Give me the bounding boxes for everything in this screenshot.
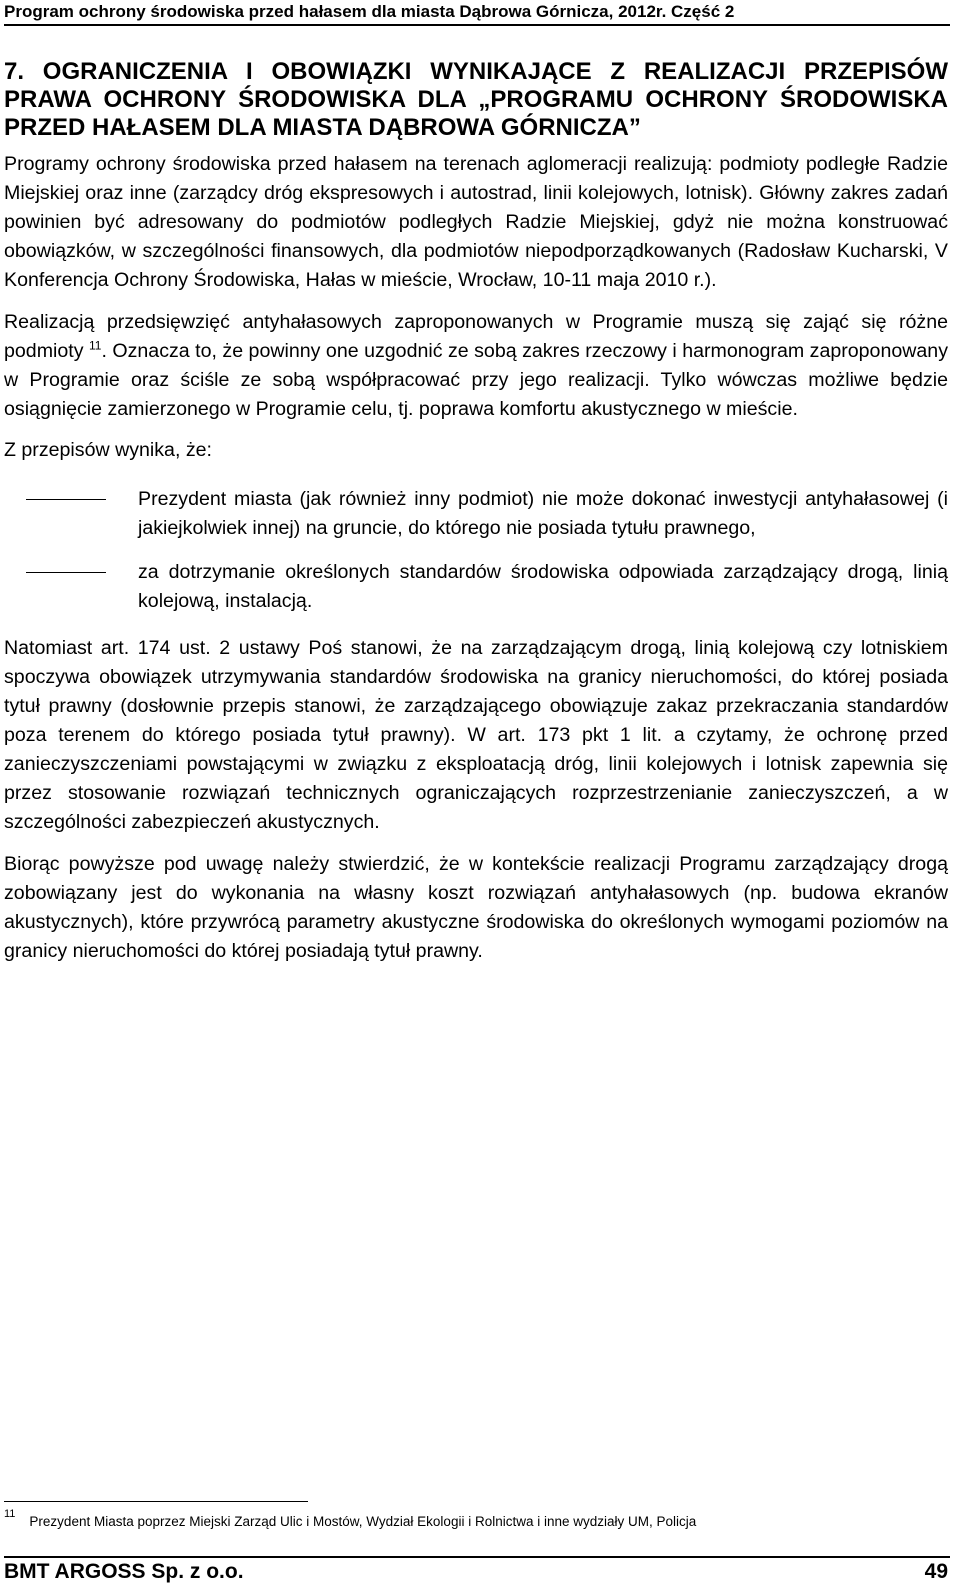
paragraph-3: Z przepisów wynika, że: [4, 439, 212, 461]
header-rule [4, 24, 950, 26]
section-heading: 7. OGRANICZENIA I OBOWIĄZKI WYNIKAJĄCE Z REALIZACJI PRZEPISÓW PRAWA OCHRONY ŚRODOWISKA DLA „PROGRAMU OCHRONY ŚRODOWISKA PRZED HAŁASEM DLA MIASTA DĄBROWA GÓRNICZA” [4, 58, 948, 141]
paragraph-5: Biorąc powyższe pod uwagę należy stwierdzić, że w kontekście realizacji Programu zarządzający drogą zobowiązany jest do wykonania na własny koszt rozwiązań antyhałasowych (np. budowa ekranów akustycznych), które przywrócą parametry akustyczne środowiska do określonych wymogami poziomów na granicy nieruchomości do której posiadają tytuł prawny. [4, 852, 948, 962]
regulation-list [4, 485, 948, 616]
footnote [4, 1508, 948, 1530]
paragraph-2-end: . Oznacza to, że powinny one uzgodnić ze sobą zakres rzeczowy i harmonogram zaproponowany w Programie oraz ściśle ze sobą współpracować przy jego realizacji. Tylko wówczas możliwe będzie osiągnięcie zamierzonego w Programie celu, tj. poprawa komfortu akustycznego w mieście. [4, 339, 948, 420]
list-item [4, 558, 948, 616]
page-number: 49 [924, 1560, 948, 1583]
paragraph-1: Programy ochrony środowiska przed hałasem na terenach aglomeracji realizują: podmioty podległe Radzie Miejskiej oraz inne (zarządcy dróg ekspresowych i autostrad, linii kolejowych, lotnisk). Główny zakres zadań powinien być adresowany do podmiotów podległych Radzie Miejskiej, gdyż nie można konstruować obowiązków, w szczególności finansowych, dla podmiotów niepodporządkowanych (Radosław Kucharski, V Konferencja Ochrony Środowiska, Hałas w mieście, Wrocław, 10-11 maja 2010 r.). [4, 153, 948, 291]
paragraph-4: Natomiast art. 174 ust. 2 ustawy Poś stanowi, że na zarządzającym drogą, linią kolejową czy lotniskiem spoczywa obowiązek utrzymywania standardów środowiska na granicy nieruchomości, do której posiada tytuł prawny (dosłownie przepis stanowi, że zarządzającego obowiązuje zakaz przekraczania standardów poza terenem do którego posiada tytuł prawny). W art. 173 pkt 1 lit. a czytamy, że ochronę przed zanieczyszczeniami powstającymi w związku z eksploatacją dróg, linii kolejowych i lotnisk zapewnia się przez stosowanie rozwiązań technicznych ograniczających rozprzestrzenianie zanieczyszczeń, a w szczególności zabezpieczeń akustycznych. [4, 637, 948, 833]
footnote-number: 11 [4, 1508, 16, 1520]
footnote-text: Prezydent Miasta poprzez Miejski Zarząd Ulic i Mostów, Wydział Ekologii i Rolnictwa i inne wydziały UM, Policja [29, 1514, 697, 1529]
footnote-separator [4, 1501, 308, 1502]
list-item-text: Prezydent miasta (jak również inny podmiot) nie może dokonać inwestycji antyhałasowej (i jakiejkolwiek innej) na gruncie, do którego nie posiada tytułu prawnego, [138, 488, 948, 539]
list-item-text: za dotrzymanie określonych standardów środowiska odpowiada zarządzający drogą, linią kolejową, instalacją. [138, 561, 948, 612]
footer-company: BMT ARGOSS Sp. z o.o. [4, 1560, 244, 1583]
paragraph-2 [4, 308, 948, 424]
running-header-title: Program ochrony środowiska przed hałasem dla miasta Dąbrowa Górnicza, 2012r. Część 2 [4, 2, 735, 21]
footnote-reference: 11 [88, 337, 102, 352]
footer-rule [4, 1556, 950, 1558]
paragraph-2-start: Realizacją przedsięwzięć antyhałasowych zaproponowanych w Programie muszą się zająć się różne podmioty [4, 310, 948, 362]
document-body [4, 150, 948, 978]
list-item [4, 485, 948, 543]
